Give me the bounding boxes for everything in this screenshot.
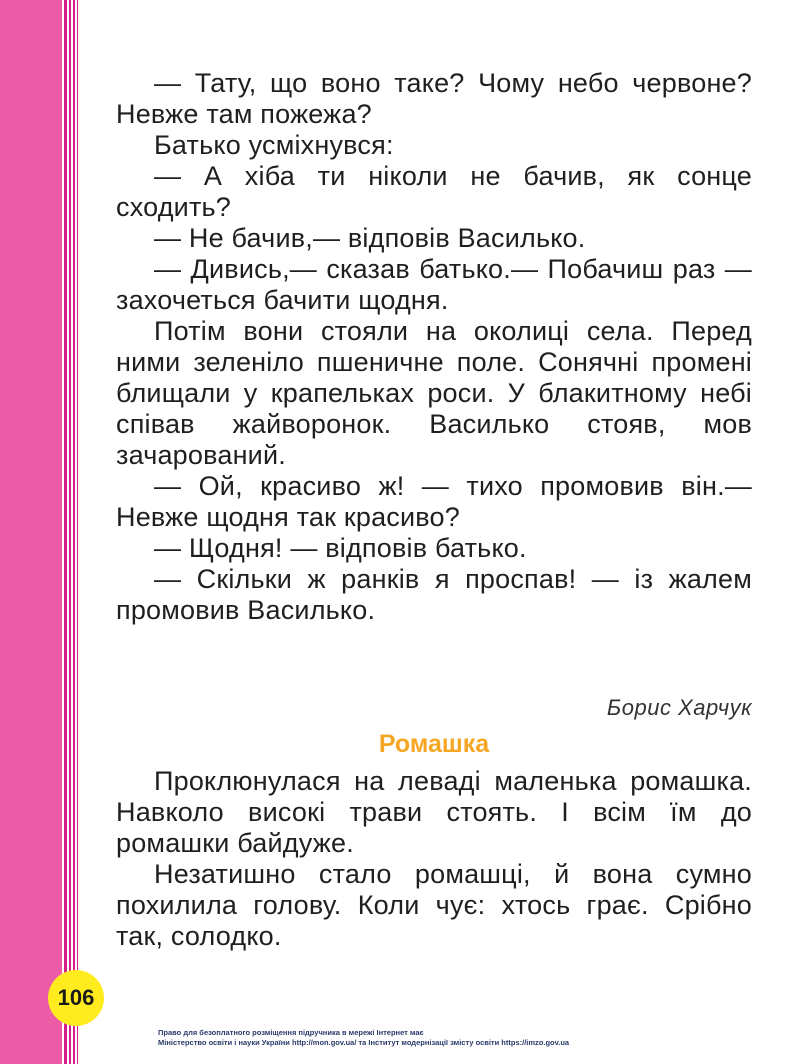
side-decorative-band <box>0 0 62 1064</box>
story-paragraph: — Щодня! — відповів батько. <box>154 533 527 563</box>
page-number: 106 <box>57 985 95 1010</box>
author-name: Борис Харчук <box>606 695 752 720</box>
side-stripe <box>73 0 75 1064</box>
story-paragraph: — Ой, красиво ж! — тихо промовив він.— Невже щодня так красиво? <box>116 471 752 532</box>
story-paragraph: Незатишно стало ромашці, й вона сумно похилила голову. Коли чує: хтось грає. Срібно так, солодко. <box>116 859 752 951</box>
story-paragraph: — Дивись,— сказав батько.— Побачиш раз — захочеться бачити щодня. <box>116 254 752 315</box>
story-paragraph: — А хіба ти ніколи не бачив, як сонце сходить? <box>116 161 752 222</box>
footer-line: Міністерство освіти і науки України http://mon.gov.ua/ та Інститут модернізації змісту освіти https://imzo.gov.ua <box>158 1038 570 1047</box>
story-paragraph: Проклюнулася на леваді маленька ромашка. Навколо високі трави стоять. І всім їм до ромашки байдуже. <box>116 766 752 858</box>
story-paragraph: — Тату, що воно таке? Чому небо червоне? Невже там пожежа? <box>116 68 752 129</box>
story-paragraph: Батько усміхнувся: <box>154 130 394 160</box>
side-stripe <box>77 0 78 1064</box>
side-stripe <box>64 0 67 1064</box>
story-paragraph: Потім вони стояли на околиці села. Перед ними зеленіло пшеничне поле. Сонячні промені блищали у крапельках роси. У блакитному небі співав жайворонок. Василько стояв, мов зачарований. <box>116 316 752 470</box>
story-text <box>116 68 752 626</box>
story-paragraph: — Не бачив,— відповів Василько. <box>154 223 586 253</box>
story-title: Ромашка <box>378 730 490 758</box>
page-number-badge <box>48 970 104 1026</box>
romashka-text <box>116 766 752 952</box>
story-paragraph: — Скільки ж ранків я проспав! — із жалем промовив Василько. <box>116 564 752 625</box>
copyright-footer <box>158 1028 569 1048</box>
footer-line: Право для безоплатного розміщення підручника в мережі Інтернет має <box>158 1028 424 1037</box>
side-stripe <box>69 0 71 1064</box>
